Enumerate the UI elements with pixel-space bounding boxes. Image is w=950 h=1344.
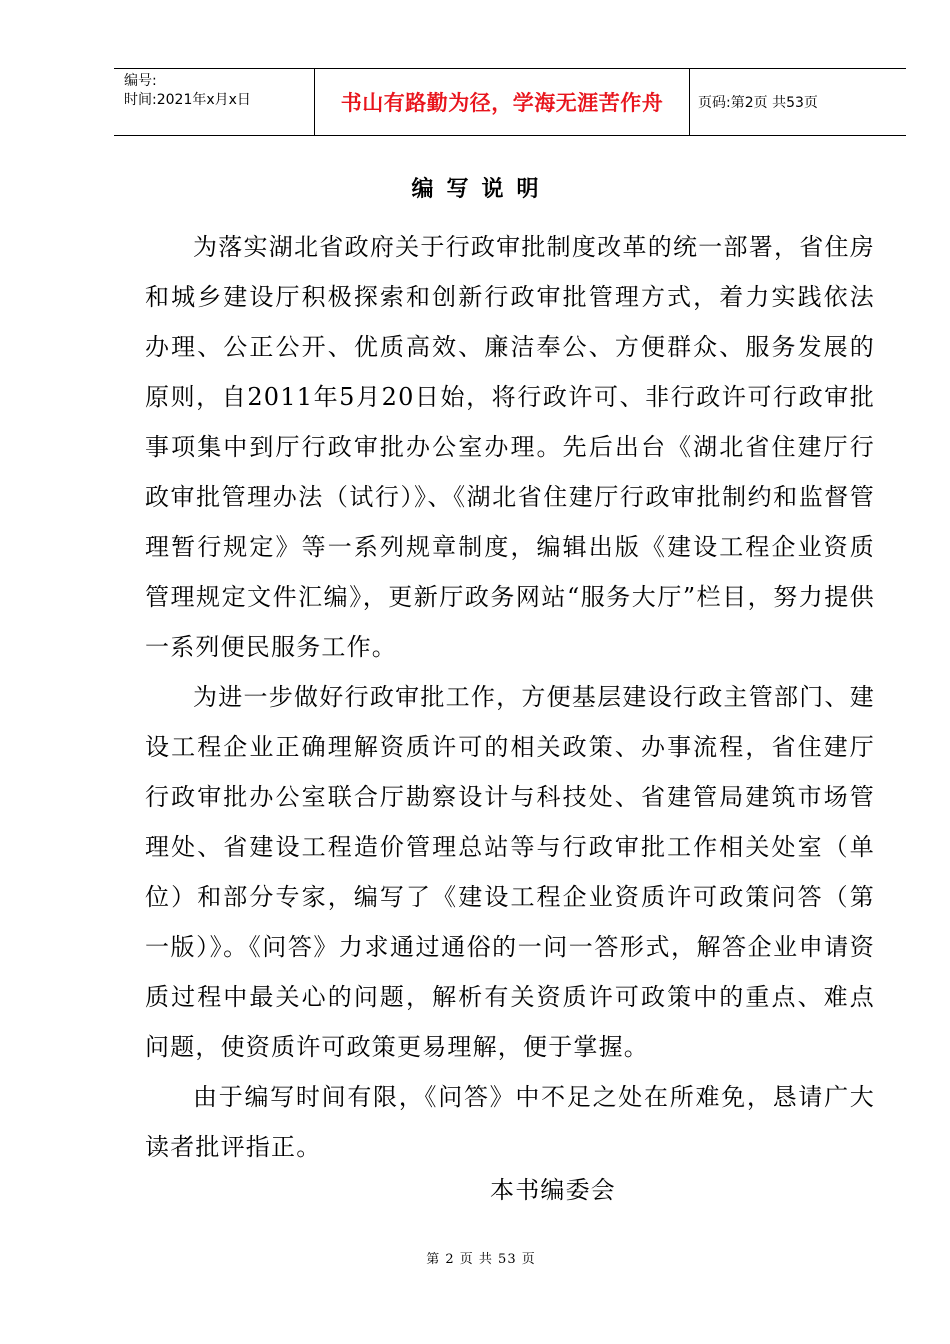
page-footer: 第 2 页 共 53 页: [426, 1252, 536, 1267]
number-label: 编号:: [124, 73, 157, 89]
header-motto: 书山有路勤为径，学海无涯苦作舟: [315, 69, 690, 135]
paragraph: 为进一步做好行政审批工作，方便基层建设行政主管部门、建设工程企业正确理解资质许可的相关政策、办事流程，省住建厅行政审批办公室联合厅勘察设计与科技处、省建管局建筑市场管理处、省建设工程造价管理总站等与行政审批工作相关处室（单位）和部分专家，编写了《建设工程企业资质许可政策问答（第一版）》。《问答》力求通过通俗的一问一答形式，解答企业申请资质过程中最关心的问题，解析有关资质许可政策中的重点、难点问题，使资质许可政策更易理解，便于掌握。: [145, 683, 875, 1061]
paragraph: 为落实湖北省政府关于行政审批制度改革的统一部署，省住房和城乡建设厅积极探索和创新行政审批管理方式，着力实践依法办理、公正公开、优质高效、廉洁奉公、方便群众、服务发展的原则，自2011年5月20日始，将行政许可、非行政许可行政审批事项集中到厅行政审批办公室办理。先后出台《湖北省住建厅行政审批管理办法（试行）》、《湖北省住建厅行政审批制约和监督管理暂行规定》等一系列规章制度，编辑出版《建设工程企业资质管理规定文件汇编》，更新厅政务网站“服务大厅”栏目，努力提供一系列便民服务工作。: [145, 233, 875, 661]
page-header: [114, 68, 906, 136]
header-page-code: 页码:第2页 共53页: [698, 95, 818, 111]
paragraph: 由于编写时间有限，《问答》中不足之处在所难免，恳请广大读者批评指正。: [145, 1083, 875, 1161]
document-title: 编写说明: [411, 177, 552, 202]
document-body: [145, 222, 875, 1172]
time-label: 时间:2021年x月x日: [124, 92, 251, 108]
signature: 本书编委会: [490, 1176, 616, 1204]
header-meta-cell: [114, 69, 315, 135]
